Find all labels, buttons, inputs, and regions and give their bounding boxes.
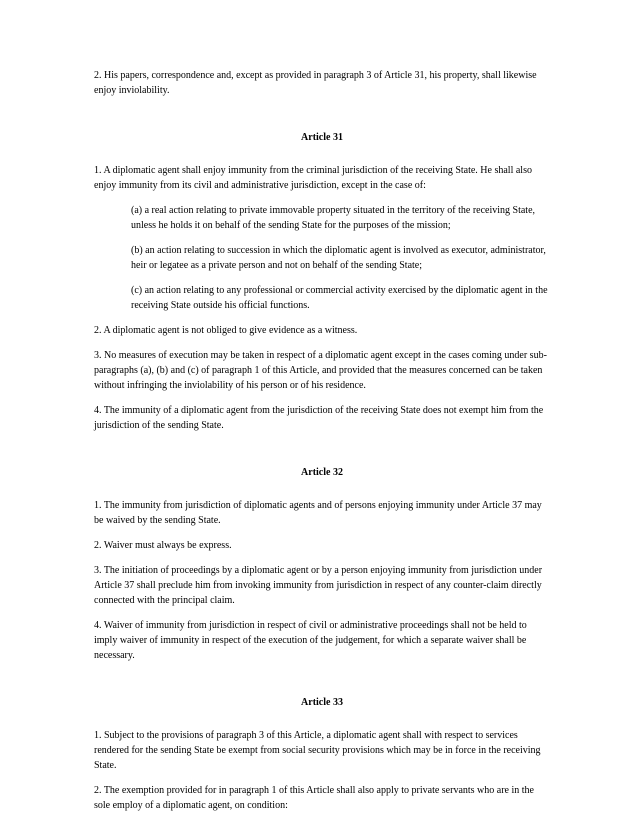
paragraph: 4. The immunity of a diplomatic agent from the jurisdiction of the receiving State does not exempt him from the jurisdiction of the sending State. (94, 405, 544, 431)
paragraph: 2. The exemption provided for in paragraph 1 of this Article shall also apply to private servants who are in the sole employ of a diplomatic agent, on condition: (94, 785, 534, 811)
paragraph: 2. Waiver must always be express. (94, 540, 232, 551)
paragraph: 2. A diplomatic agent is not obliged to give evidence as a witness. (94, 325, 358, 336)
paragraph: 3. The initiation of proceedings by a diplomatic agent or by a person enjoying immunity from jurisdiction under Article 37 shall preclude him from invoking immunity from jurisdiction in respect of any counter-claim directly connected with the principal claim. (94, 565, 543, 606)
sub-paragraph-b: (b) an action relating to succession in which the diplomatic agent is involved as executor, administrator, heir or legatee as a private person and not on behalf of the sending State; (131, 245, 546, 271)
paragraph: 1. The immunity from jurisdiction of diplomatic agents and of persons enjoying immunity under Article 37 may be waived by the sending State. (94, 500, 542, 526)
paragraph: 1. A diplomatic agent shall enjoy immunity from the criminal jurisdiction of the receiving State. He shall also enjoy immunity from its civil and administrative jurisdiction, except in the case of: (94, 165, 532, 191)
sub-paragraph-a: (a) a real action relating to private immovable property situated in the territory of the receiving State, unless he holds it on behalf of the sending State for the purposes of the mission; (131, 205, 536, 231)
sub-paragraph-c: (c) an action relating to any professional or commercial activity exercised by the diplomatic agent in the receiving State outside his official functions. (131, 285, 548, 311)
article-33-heading: Article 33 (301, 697, 343, 708)
paragraph: 1. Subject to the provisions of paragraph 3 of this Article, a diplomatic agent shall with respect to services rendered for the sending State be exempt from social security provisions which may be in force in the receiving State. (94, 730, 541, 771)
document-page (94, 68, 550, 823)
paragraph: 4. Waiver of immunity from jurisdiction in respect of civil or administrative proceedings shall not be held to imply waiver of immunity in respect of the execution of the judgement, for which a separate waiver shall be necessary. (94, 620, 527, 661)
article-31-heading: Article 31 (301, 132, 343, 143)
paragraph: 2. His papers, correspondence and, except as provided in paragraph 3 of Article 31, his property, shall likewise enjoy inviolability. (94, 70, 537, 96)
article-32-heading: Article 32 (301, 467, 343, 478)
paragraph: 3. No measures of execution may be taken in respect of a diplomatic agent except in the cases coming under sub-paragraphs (a), (b) and (c) of paragraph 1 of this Article, and provided that the measures concerned can be taken without infringing the inviolability of his person or of his residence. (94, 350, 547, 391)
